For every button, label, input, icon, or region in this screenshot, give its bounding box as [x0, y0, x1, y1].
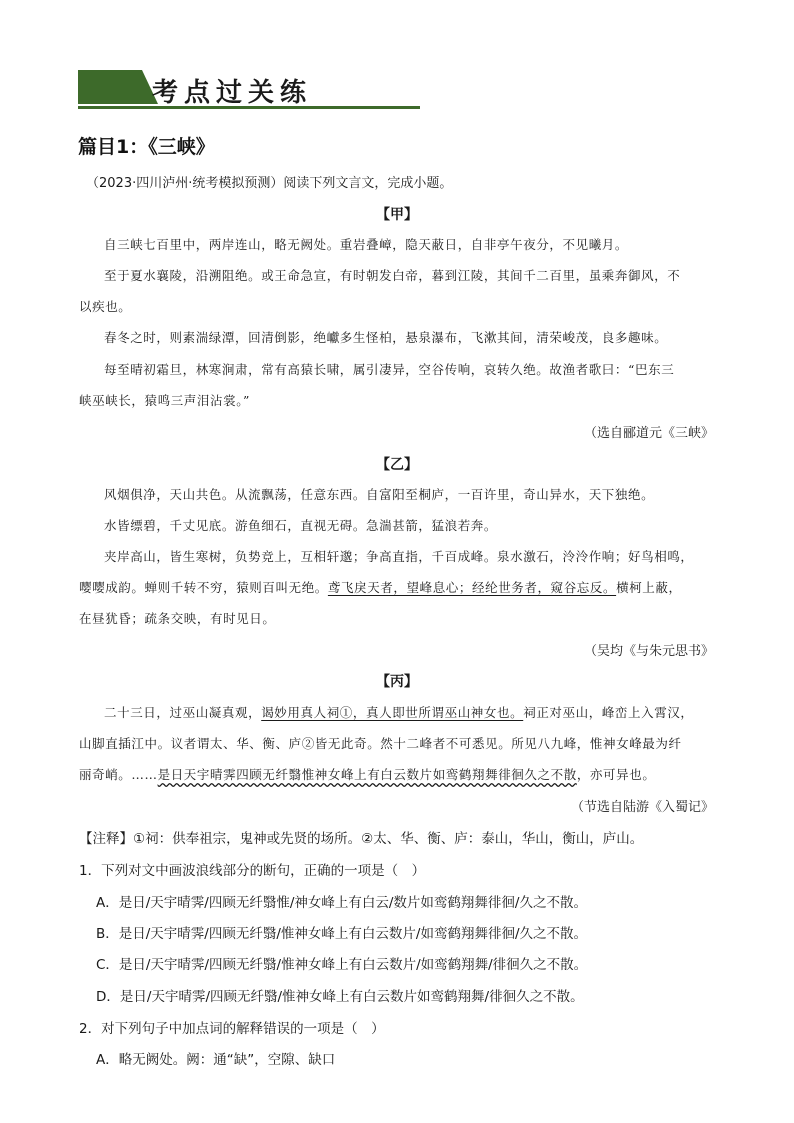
section-banner	[78, 70, 420, 112]
intro-text: （2023·四川泸州·统考模拟预测）阅读下列文言文，完成小题。	[86, 176, 453, 191]
q1-option-a: A．是日/天宇晴霁/四顾无纤翳惟/神女峰上有白云/数片如鸾鹤翔舞徘徊/久之不散。	[96, 895, 587, 911]
bing-source: （节选自陆游《入蜀记》	[570, 800, 714, 815]
bing-wavy-sentence: 是日天宇晴霁四顾无纤翳惟神女峰上有白云数片如鸾鹤翔舞徘徊久之不散	[157, 767, 577, 782]
banner-title: 考点过关练	[152, 78, 313, 108]
q1-option-d: D．是日/天宇晴霁/四顾无纤翳/惟神女峰上有白云数片如鸾鹤翔舞/徘徊久之不散。	[96, 989, 584, 1005]
yi-p3c: 在昼犹昏；疏条交映，有时见日。	[79, 611, 276, 626]
bing-p1a-post: 祠正对巫山，峰峦上入霄汉，	[523, 705, 694, 720]
yi-p3b-post: 横柯上蔽，	[616, 580, 682, 595]
q1-stem: 1．下列对文中画波浪线部分的断句，正确的一项是（ ）	[79, 863, 426, 879]
jia-p2b: 以疾也。	[79, 299, 132, 314]
yi-p1: 风烟俱净，天山共色。从流飘荡，任意东西。自富阳至桐庐，一百许里，奇山异水，天下独绝。	[104, 487, 655, 502]
jia-source: （选自郦道元《三峡》	[583, 426, 714, 441]
jia-p4a: 每至晴初霜旦，林寒涧肃，常有高猿长啸，属引凄异，空谷传响，哀转久绝。故渔者歌曰：“巴东三	[104, 362, 675, 377]
bing-p1b: 山脚直插江中。议者谓太、华、衡、庐②皆无此奇。然十二峰者不可悉见。所见八九峰，惟神女峰最为纤	[79, 736, 682, 751]
notes: 【注释】①祠：供奉祖宗，鬼神或先贤的场所。②太、华、衡、庐：泰山，华山，衡山，庐山。	[79, 831, 644, 847]
yi-source: （吴均《与朱元思书》	[583, 644, 714, 659]
jia-heading: 【甲】	[376, 207, 418, 223]
bing-p1c-pre: 丽奇峭。……	[79, 767, 158, 782]
bing-p1c-post: ，亦可异也。	[576, 767, 656, 782]
bing-heading: 【丙】	[376, 674, 418, 690]
jia-p1: 自三峡七百里中，两岸连山，略无阙处。重岩叠嶂，隐天蔽日，自非亭午夜分，不见曦月。	[104, 237, 629, 252]
bing-p1a-pre: 二十三日，过巫山凝真观，	[104, 705, 262, 720]
q2-stem: 2．对下列句子中加点词的解释错误的一项是（ ）	[79, 1021, 385, 1037]
yi-p3a: 夹岸高山，皆生寒树，负势竞上，互相轩邈；争高直指，千百成峰。泉水激石，泠泠作响；好鸟相鸣，	[104, 549, 694, 564]
yi-p3b	[79, 578, 682, 596]
yi-heading: 【乙】	[376, 457, 418, 473]
jia-p2a: 至于夏水襄陵，沿溯阻绝。或王命急宣，有时朝发白帝，暮到江陵，其间千二百里，虽乘奔御风，不	[104, 268, 681, 283]
bing-p1a	[104, 703, 694, 721]
yi-underlined-sentence: 鸢飞戾天者，望峰息心；经纶世务者，窥谷忘反。	[327, 580, 617, 595]
banner-block	[78, 70, 158, 104]
q1-option-b: B．是日/天宇晴霁/四顾无纤翳/惟神女峰上有白云数片/如鸾鹤翔舞徘徊/久之不散。	[96, 926, 588, 942]
q1-option-c: C．是日/天宇晴霁/四顾无纤翳/惟神女峰上有白云数片/如鸾鹤翔舞/徘徊久之不散。	[96, 957, 588, 973]
section-title: 篇目1：《三峡》	[78, 136, 215, 158]
bing-underlined-sentence: 谒妙用真人祠①，真人即世所谓巫山神女也。	[261, 705, 524, 720]
yi-p2: 水皆缥碧，千丈见底。游鱼细石，直视无碍。急湍甚箭，猛浪若奔。	[104, 518, 498, 533]
jia-p3: 春冬之时，则素湍绿潭，回清倒影，绝巘多生怪柏，悬泉瀑布，飞漱其间，清荣峻茂，良多趣味。	[104, 330, 668, 345]
jia-p4b: 峡巫峡长，猿鸣三声泪沾裳。”	[79, 393, 251, 408]
yi-p3b-pre: 嘤嘤成韵。蝉则千转不穷，猿则百叫无绝。	[79, 580, 328, 595]
q2-option-a: A．略无阙处。阙：通“缺”，空隙、缺口	[96, 1052, 336, 1068]
bing-p1c	[79, 765, 655, 783]
